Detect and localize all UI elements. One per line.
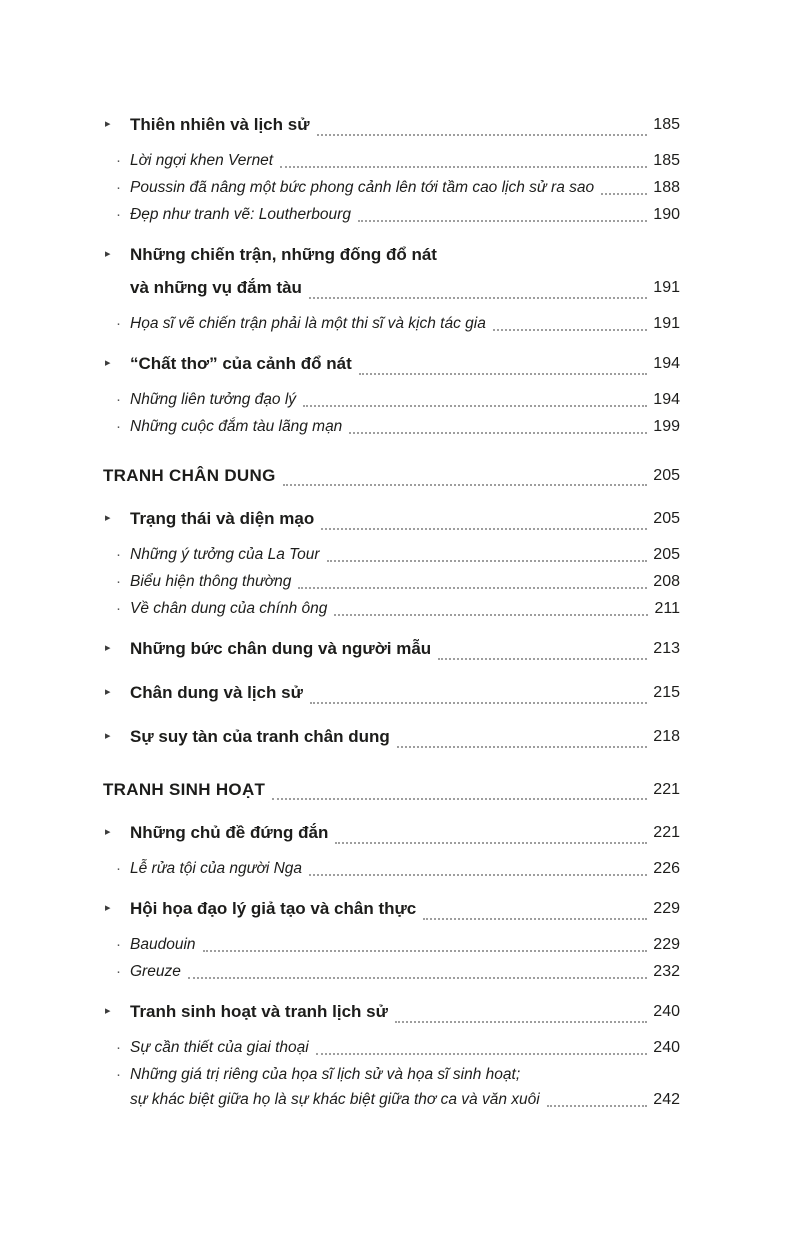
dotted-leader (359, 373, 648, 375)
entry-title: Hội họa đạo lý giả tạo và chân thực (130, 899, 417, 918)
entry-body (130, 347, 680, 380)
toc-entry-sub (103, 1035, 680, 1060)
entry-line (130, 542, 680, 567)
page-number: 194 (653, 391, 680, 408)
entry-line (130, 238, 680, 271)
dotted-leader (272, 798, 647, 800)
entry-title: Lời ngợi khen Vernet (130, 152, 274, 169)
entry-title: Về chân dung của chính ông (130, 600, 328, 617)
entry-line (130, 271, 680, 304)
dotted-leader (298, 587, 647, 589)
entry-title: Sự cần thiết của giai thoại (130, 1039, 309, 1056)
bullet-dot-icon: · (116, 206, 121, 223)
dotted-leader (188, 977, 647, 979)
entry-body (130, 238, 680, 304)
toc-entry-sub (103, 569, 680, 594)
bullet-dot-icon: · (116, 391, 121, 408)
entry-body (130, 856, 680, 881)
page-number: 218 (653, 728, 680, 745)
entry-title: Những cuộc đắm tàu lãng mạn (130, 418, 343, 435)
toc-entry-sub (103, 932, 680, 957)
entry-body (130, 175, 680, 200)
chapter-triangle-icon: ▸ (105, 1005, 111, 1017)
page-number: 226 (653, 860, 680, 877)
entry-body (130, 596, 680, 621)
toc-entry-section (103, 461, 680, 491)
page-number: 211 (654, 600, 680, 617)
toc-entry-chapter (103, 720, 680, 753)
bullet-dot-icon: · (116, 600, 121, 617)
entry-title: Greuze (130, 963, 181, 980)
bullet-dot-icon: · (116, 418, 121, 435)
page-number: 194 (653, 355, 680, 372)
bullet-dot-icon: · (116, 963, 121, 980)
entry-title: Họa sĩ vẽ chiến trận phải là một thi sĩ và kịch tác gia (130, 315, 486, 332)
entry-line (130, 816, 680, 849)
entry-title: Những liên tưởng đạo lý (130, 391, 297, 408)
bullet-dot-icon: · (116, 179, 121, 196)
toc-entry-chapter (103, 238, 680, 304)
toc-entry-sub (103, 202, 680, 227)
toc-entry-chapter (103, 502, 680, 535)
dotted-leader (303, 405, 647, 407)
toc-entry-chapter (103, 632, 680, 665)
entry-title: Thiên nhiên và lịch sử (130, 115, 310, 134)
dotted-leader (327, 560, 648, 562)
entry-title: và những vụ đắm tàu (130, 278, 302, 297)
bullet-dot-icon: · (116, 1039, 121, 1056)
page-number: 185 (653, 116, 680, 133)
page-number: 232 (653, 963, 680, 980)
page-number: 205 (653, 467, 680, 484)
toc-entry-chapter (103, 347, 680, 380)
dotted-leader (317, 134, 648, 136)
entry-body (130, 995, 680, 1028)
chapter-triangle-icon: ▸ (105, 248, 111, 260)
toc-entry-sub (103, 414, 680, 439)
dotted-leader (423, 918, 647, 920)
page-number: 190 (653, 206, 680, 223)
entry-body (130, 892, 680, 925)
dotted-leader (280, 166, 647, 168)
entry-title: Trạng thái và diện mạo (130, 509, 315, 528)
toc-entry-chapter (103, 676, 680, 709)
entry-line (130, 932, 680, 957)
page-number: 185 (653, 152, 680, 169)
entry-line (130, 596, 680, 621)
entry-body (130, 387, 680, 412)
entry-line (130, 311, 680, 336)
entry-line (130, 632, 680, 665)
toc-entry-chapter (103, 892, 680, 925)
entry-line (130, 995, 680, 1028)
entry-body (130, 932, 680, 957)
dotted-leader (334, 614, 648, 616)
entry-line (130, 387, 680, 412)
page-number: 221 (653, 824, 680, 841)
page-number: 213 (653, 640, 680, 657)
dotted-leader (397, 746, 648, 748)
dotted-leader (203, 950, 648, 952)
chapter-triangle-icon: ▸ (105, 826, 111, 838)
entry-body (130, 502, 680, 535)
bullet-dot-icon: · (116, 546, 121, 563)
chapter-triangle-icon: ▸ (105, 686, 111, 698)
page-number: 205 (653, 510, 680, 527)
entry-line (130, 108, 680, 141)
page-number: 215 (653, 684, 680, 701)
entry-line (130, 202, 680, 227)
bullet-dot-icon: · (116, 1066, 121, 1083)
toc-entry-sub (103, 959, 680, 984)
bullet-dot-icon: · (116, 860, 121, 877)
entry-body (130, 959, 680, 984)
toc-entry-section (103, 775, 680, 805)
entry-title: Những giá trị riêng của họa sĩ lịch sử và họa sĩ sinh hoạt; (130, 1066, 521, 1083)
entry-line (130, 414, 680, 439)
entry-line (130, 892, 680, 925)
chapter-triangle-icon: ▸ (105, 902, 111, 914)
entry-body (103, 775, 680, 805)
dotted-leader (316, 1053, 648, 1055)
dotted-leader (601, 193, 647, 195)
entry-body (130, 542, 680, 567)
page-number: 229 (653, 900, 680, 917)
entry-line (130, 1035, 680, 1060)
entry-title: “Chất thơ” của cảnh đổ nát (130, 354, 352, 373)
page-number: 208 (653, 573, 680, 590)
entry-title: TRANH CHÂN DUNG (103, 466, 276, 485)
entry-title: Sự suy tàn của tranh chân dung (130, 727, 390, 746)
toc-entry-sub (103, 596, 680, 621)
entry-title: Lễ rửa tội của người Nga (130, 860, 303, 877)
entry-line (130, 856, 680, 881)
entry-title: Poussin đã nâng một bức phong cảnh lên tới tầm cao lịch sử ra sao (130, 179, 595, 196)
entry-line (130, 502, 680, 535)
entry-title: Đẹp như tranh vẽ: Loutherbourg (130, 206, 351, 223)
entry-body (130, 632, 680, 665)
entry-title: Những bức chân dung và người mẫu (130, 639, 432, 658)
entry-title: Baudouin (130, 936, 196, 953)
entry-body (130, 311, 680, 336)
toc-entry-chapter (103, 108, 680, 141)
dotted-leader (438, 658, 647, 660)
chapter-triangle-icon: ▸ (105, 642, 111, 654)
bullet-dot-icon: · (116, 573, 121, 590)
dotted-leader (547, 1105, 648, 1107)
toc-entry-sub (103, 311, 680, 336)
entry-title: Những chiến trận, những đống đổ nát (130, 245, 437, 264)
page-number: 199 (653, 418, 680, 435)
entry-body (130, 202, 680, 227)
entry-body (130, 676, 680, 709)
dotted-leader (335, 842, 647, 844)
entry-title: Chân dung và lịch sử (130, 683, 303, 702)
page-number: 229 (653, 936, 680, 953)
entry-line (130, 1062, 680, 1087)
entry-line (130, 720, 680, 753)
entry-line (130, 1087, 680, 1112)
chapter-triangle-icon: ▸ (105, 118, 111, 130)
page-number: 240 (653, 1003, 680, 1020)
dotted-leader (493, 329, 647, 331)
bullet-dot-icon: · (116, 936, 121, 953)
toc-entry-sub (103, 175, 680, 200)
entry-body (130, 148, 680, 173)
entry-title: Những ý tưởng của La Tour (130, 546, 320, 563)
toc-entry-sub (103, 387, 680, 412)
toc-entry-sub (103, 542, 680, 567)
chapter-triangle-icon: ▸ (105, 730, 111, 742)
entry-line (130, 569, 680, 594)
page-number: 191 (653, 279, 680, 296)
dotted-leader (321, 528, 647, 530)
chapter-triangle-icon: ▸ (105, 357, 111, 369)
dotted-leader (309, 874, 647, 876)
page-number: 205 (653, 546, 680, 563)
chapter-triangle-icon: ▸ (105, 512, 111, 524)
entry-line (130, 959, 680, 984)
dotted-leader (310, 702, 647, 704)
entry-line (103, 461, 680, 491)
toc-entry-chapter (103, 995, 680, 1028)
bullet-dot-icon: · (116, 315, 121, 332)
entry-body (130, 720, 680, 753)
toc-entry-sub (103, 1062, 680, 1112)
dotted-leader (358, 220, 647, 222)
entry-line (130, 347, 680, 380)
entry-title: Tranh sinh hoạt và tranh lịch sử (130, 1002, 388, 1021)
page-number: 242 (653, 1091, 680, 1108)
toc-list (103, 0, 680, 1112)
entry-line (130, 175, 680, 200)
entry-body (130, 569, 680, 594)
toc-entry-sub (103, 148, 680, 173)
dotted-leader (395, 1021, 647, 1023)
entry-title: Biểu hiện thông thường (130, 573, 292, 590)
entry-body (103, 461, 680, 491)
toc-entry-chapter (103, 816, 680, 849)
page-number: 191 (653, 315, 680, 332)
entry-title: sự khác biệt giữa họ là sự khác biệt giữa thơ ca và văn xuôi (130, 1091, 540, 1108)
entry-line (130, 676, 680, 709)
bullet-dot-icon: · (116, 152, 121, 169)
page-number: 188 (653, 179, 680, 196)
entry-body (130, 1062, 680, 1112)
dotted-leader (349, 432, 647, 434)
entry-body (130, 414, 680, 439)
entry-line (103, 775, 680, 805)
toc-entry-sub (103, 856, 680, 881)
entry-title: TRANH SINH HOẠT (103, 780, 266, 799)
page-number: 221 (653, 781, 680, 798)
entry-title: Những chủ đề đứng đắn (130, 823, 329, 842)
entry-body (130, 816, 680, 849)
dotted-leader (309, 297, 647, 299)
dotted-leader (283, 484, 648, 486)
page-number: 240 (653, 1039, 680, 1056)
entry-body (130, 1035, 680, 1060)
entry-line (130, 148, 680, 173)
entry-body (130, 108, 680, 141)
